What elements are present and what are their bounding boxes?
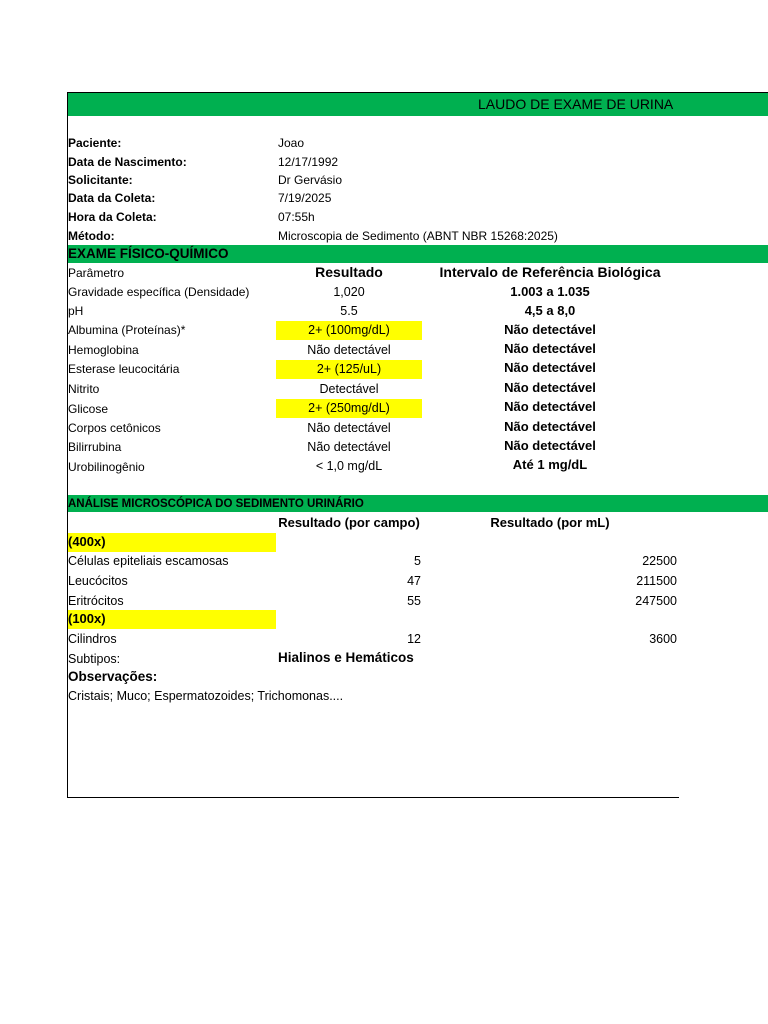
table-row-result: Detectável: [319, 382, 379, 396]
table-row-ml: 22500: [642, 554, 677, 568]
collection-date-value: 7/19/2025: [278, 191, 332, 205]
requester-label: Solicitante:: [68, 173, 133, 187]
table-row-result: 2+ (100mg/dL): [308, 323, 390, 337]
col-field-header: Resultado (por campo): [278, 515, 420, 530]
table-row-result: 5.5: [340, 304, 358, 318]
table-row-field: 5: [414, 554, 421, 568]
table-row-ml: 247500: [635, 594, 677, 608]
col-param-header: Parâmetro: [68, 266, 125, 280]
col-result-header: Resultado: [315, 264, 383, 280]
table-row-param: Corpos cetônicos: [68, 421, 161, 435]
table-row-ref: Não detectável: [504, 322, 596, 337]
collection-time-value: 07:55h: [278, 210, 315, 224]
table-row-label: Células epiteliais escamosas: [68, 554, 229, 568]
subtypes-value: Hialinos e Hemáticos: [278, 650, 414, 665]
table-row-result: 2+ (250mg/dL): [308, 401, 390, 415]
table-row-label: Leucócitos: [68, 574, 128, 588]
col-ref-header: Intervalo de Referência Biológica: [439, 264, 661, 280]
group-400-label: (400x): [68, 534, 106, 549]
page-title: LAUDO DE EXAME DE URINA: [478, 96, 674, 112]
title-clip: [68, 93, 679, 116]
birthdate-label: Data de Nascimento:: [68, 155, 187, 169]
requester-value: Dr Gervásio: [278, 173, 343, 187]
table-row-result: Não detectável: [307, 421, 391, 435]
group-100-label: (100x): [68, 611, 106, 626]
method-value: Microscopia de Sedimento (ABNT NBR 15268:2025): [278, 229, 558, 243]
patient-label: Paciente:: [68, 136, 122, 150]
micro-heading: ANÁLISE MICROSCÓPICA DO SEDIMENTO URINÁRIO: [68, 498, 364, 510]
table-row-ref: Não detectável: [504, 341, 596, 356]
method-label: Método:: [68, 229, 115, 243]
table-row-ref: Não detectável: [504, 380, 596, 395]
table-row-param: Gravidade específica (Densidade): [68, 285, 250, 299]
table-row-ml: 211500: [636, 574, 677, 588]
table-row-param: Albumina (Proteínas)*: [68, 323, 186, 337]
table-row-label: Eritrócitos: [68, 594, 124, 608]
table-row-field: 55: [407, 594, 421, 608]
physchem-heading: EXAME FÍSICO-QUÍMICO: [68, 246, 229, 261]
sheet-bottom-border: [67, 797, 679, 798]
col-ml-header: Resultado (por mL): [490, 515, 610, 530]
table-row-result: < 1,0 mg/dL: [315, 459, 383, 473]
table-row-result: 2+ (125/uL): [316, 362, 382, 376]
observations-text: Cristais; Muco; Espermatozoides; Trichomonas....: [68, 689, 344, 703]
table-row-field: 47: [407, 574, 421, 588]
table-row-param: Urobilinogênio: [68, 460, 145, 474]
table-row-ref: Não detectável: [504, 360, 596, 375]
table-row-field: 12: [407, 632, 421, 646]
birthdate-value: 12/17/1992: [278, 155, 339, 169]
table-row-ref: Não detectável: [504, 438, 596, 453]
observations-label: Observações:: [68, 669, 158, 684]
table-row-result: Não detectável: [307, 343, 391, 357]
collection-time-label: Hora da Coleta:: [68, 210, 157, 224]
table-row-ml: 3600: [649, 632, 677, 646]
table-row-ref: 4,5 a 8,0: [524, 303, 576, 318]
table-row-param: Glicose: [68, 402, 109, 416]
collection-date-label: Data da Coleta:: [68, 191, 156, 205]
subtypes-label: Subtipos:: [68, 652, 121, 666]
table-row-param: Nitrito: [68, 382, 100, 396]
table-row-ref: Não detectável: [504, 419, 596, 434]
table-row-ref: Não detectável: [504, 399, 596, 414]
table-row-label: Cilindros: [68, 632, 117, 646]
table-row-param: pH: [68, 304, 84, 318]
table-row-param: Bilirrubina: [68, 440, 122, 454]
patient-value: Joao: [278, 136, 305, 150]
table-row-ref: 1.003 a 1.035: [510, 284, 590, 299]
table-row-param: Esterase leucocitária: [68, 362, 180, 376]
table-row-result: Não detectável: [307, 440, 391, 454]
table-row-ref: Até 1 mg/dL: [512, 457, 588, 472]
table-row-result: 1,020: [333, 285, 365, 299]
table-row-param: Hemoglobina: [68, 343, 139, 357]
